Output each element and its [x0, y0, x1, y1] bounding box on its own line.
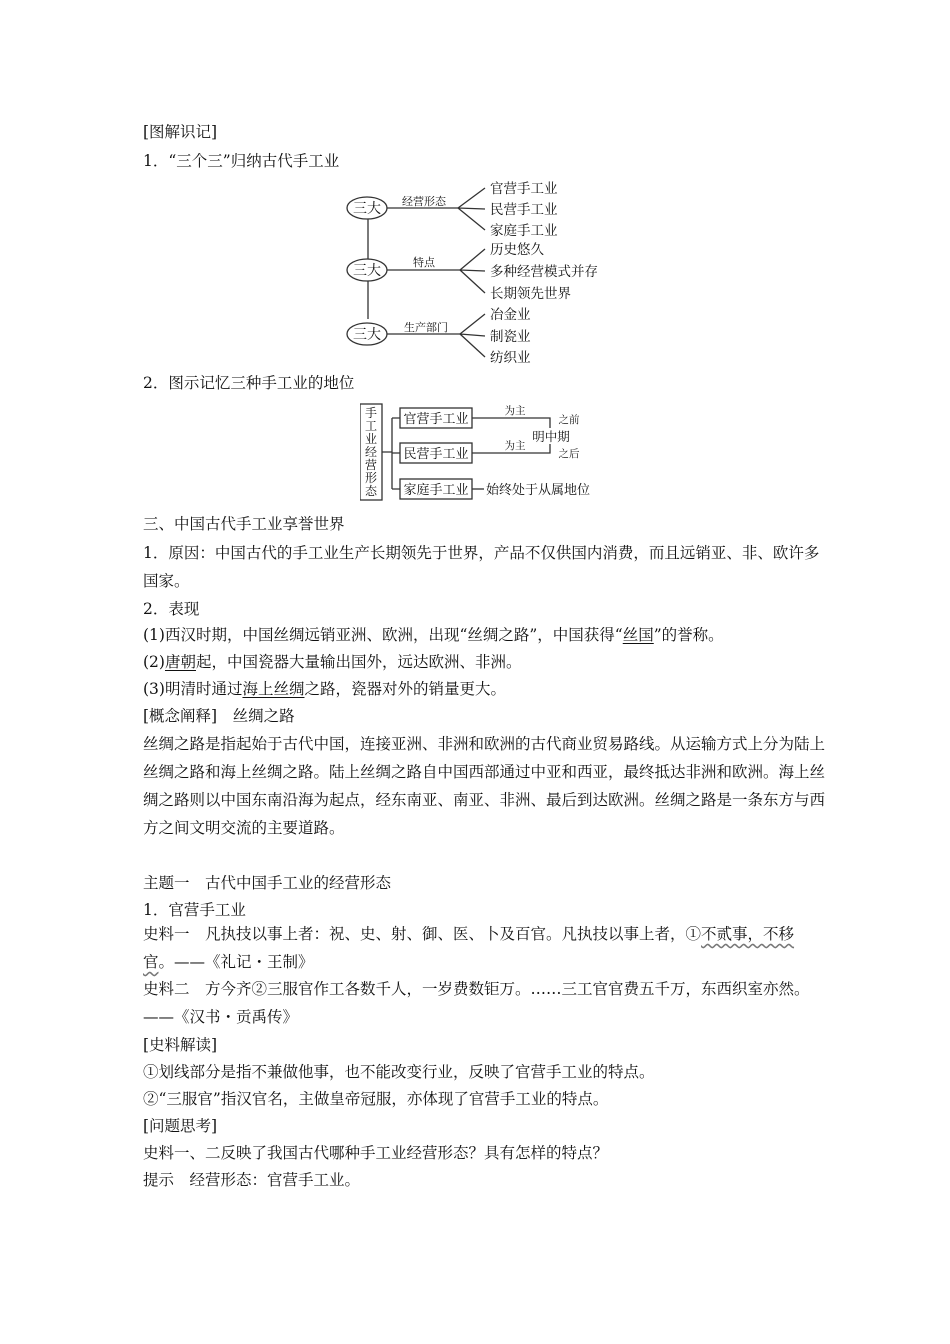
branch1-item-1: 官营手工业	[490, 181, 558, 197]
vertical-char-2: 工	[364, 419, 378, 433]
concept-paragraph: 丝绸之路是指起始于古代中国，连接亚洲、非洲和欧洲的古代商业贸易路线。从运输方式上分为陆上丝绸之路和海上丝绸之路。陆上丝绸之路自中国西部通过中亚和西亚，最终抵达非洲和欧洲。海上丝绸之路则以中国东南沿海为起点，经东南亚、南亚、非洲、最后到达欧洲。丝绸之路是一条东方与西方之间文明交流的主要道路。	[143, 735, 826, 837]
jiedu-item-2: ②“三服官”指汉官名，主做皇帝冠服，亦体现了官营手工业的特点。	[143, 1090, 609, 1108]
shiliao1-text-b: 。——《礼记・王制》	[158, 953, 314, 971]
p2-text-a: (2)	[143, 653, 165, 671]
p3-text-a: (3)明清时通过	[143, 680, 243, 698]
branch-arrows-3	[460, 314, 485, 357]
reason-text: 中国古代的手工业生产长期领先于世界，产品不仅供国内消费，而且远销亚、非、欧许多国家。	[143, 544, 820, 590]
guanying-title: 1．官营手工业	[143, 901, 246, 919]
label-weizhu-top: 为主	[504, 405, 526, 417]
line-guanying-weizhu	[472, 418, 550, 428]
box-jiating-label: 家庭手工业	[403, 483, 469, 498]
concept-title: [概念阐释] 丝绸之路	[143, 707, 295, 725]
jiedu-title: [史料解读]	[143, 1036, 218, 1054]
branch1-item-3: 家庭手工业	[490, 223, 558, 239]
branch1-item-2: 民营手工业	[490, 202, 558, 218]
node-sanda-1-label: 三大	[353, 201, 381, 217]
reason-prefix: 1．原因：	[143, 544, 215, 562]
bracket-lines	[382, 418, 400, 489]
p1-text-b: ”的誉称。	[653, 626, 724, 644]
p2-text-b: 起，中国瓷器大量输出国外，远达欧洲、非洲。	[195, 653, 522, 671]
vertical-char-6: 形	[364, 471, 378, 485]
reason-paragraph	[143, 539, 825, 595]
branch-arrows-2	[460, 249, 485, 293]
item2-title: 2．图示记忆三种手工业的地位	[143, 374, 355, 392]
branch-label-3: 生产部门	[404, 321, 448, 334]
shiliao1-paragraph	[143, 920, 825, 976]
p2-underlined: 唐朝	[164, 653, 196, 671]
branch-label-1: 经营形态	[402, 195, 446, 208]
label-before: 之前	[558, 414, 580, 426]
performance-item-2	[143, 652, 522, 672]
label-weizhu-bottom: 为主	[504, 440, 526, 452]
label-after: 之后	[558, 448, 580, 460]
box-minying-label: 民营手工业	[403, 447, 469, 462]
vertical-char-3: 业	[364, 432, 378, 446]
shiliao1-wavy: 不贰事，不移官	[143, 925, 795, 971]
biaoxian-title: 2．表现	[143, 600, 200, 618]
vertical-char-1: 手	[364, 406, 378, 420]
section-label-tujie: [图解识记]	[143, 123, 218, 141]
vertical-char-7: 态	[364, 484, 378, 498]
p3-text-b: 之路，瓷器对外的销量更大。	[304, 680, 506, 698]
topic1-title: 主题一 古代中国手工业的经营形态	[143, 874, 392, 892]
p1-underlined: 丝国	[622, 626, 654, 644]
branch2-item-2: 多种经营模式并存	[490, 264, 598, 280]
box-guanying-label: 官营手工业	[403, 412, 469, 427]
performance-item-1	[143, 625, 724, 645]
label-ming-zhongqi: 明中期	[532, 429, 570, 444]
branch3-item-3: 纺织业	[490, 350, 531, 366]
branch2-item-3: 长期领先世界	[490, 286, 571, 302]
branch-label-2: 特点	[413, 256, 435, 269]
node-sanda-3-label: 三大	[353, 327, 381, 343]
vertical-char-5: 营	[364, 458, 378, 472]
item1-title: 1．“三个三”归纳古代手工业	[143, 152, 340, 170]
branch-arrows-1	[458, 188, 485, 230]
shiliao1-text-a: 史料一 凡执技以事上者：祝、史、射、御、医、卜及百官。凡执技以事上者，①	[143, 925, 702, 943]
node-sanda-2-label: 三大	[353, 263, 381, 279]
branch3-item-1: 冶金业	[490, 307, 531, 323]
jiedu-item-1: ①划线部分是指不兼做他事，也不能改变行业，反映了官营手工业的特点。	[143, 1063, 655, 1081]
branch2-item-1: 历史悠久	[490, 242, 544, 258]
status-diagram	[360, 402, 600, 502]
label-subordinate: 始终处于从属地位	[486, 483, 591, 498]
p1-text-a: (1)西汉时期，中国丝绸远销亚洲、欧洲，出现“丝绸之路”，中国获得“	[143, 626, 623, 644]
section3-title: 三、中国古代手工业享誉世界	[143, 515, 345, 533]
performance-item-3	[143, 679, 506, 699]
vertical-char-4: 经	[364, 445, 378, 459]
tishi-text: 提示 经营形态：官营手工业。	[143, 1171, 361, 1189]
branch3-item-2: 制瓷业	[490, 329, 531, 345]
question-text: 史料一、二反映了我国古代哪种手工业经营形态？具有怎样的特点？	[143, 1144, 609, 1162]
p3-underlined: 海上丝绸	[242, 680, 305, 698]
three-threes-diagram	[340, 176, 610, 370]
wenti-title: [问题思考]	[143, 1117, 218, 1135]
shiliao2-paragraph: 史料二 方今齐②三服官作工各数千人，一岁费数钜万。……三工官官费五千万，东西织室亦然。——《汉书・贡禹传》	[143, 980, 810, 1026]
